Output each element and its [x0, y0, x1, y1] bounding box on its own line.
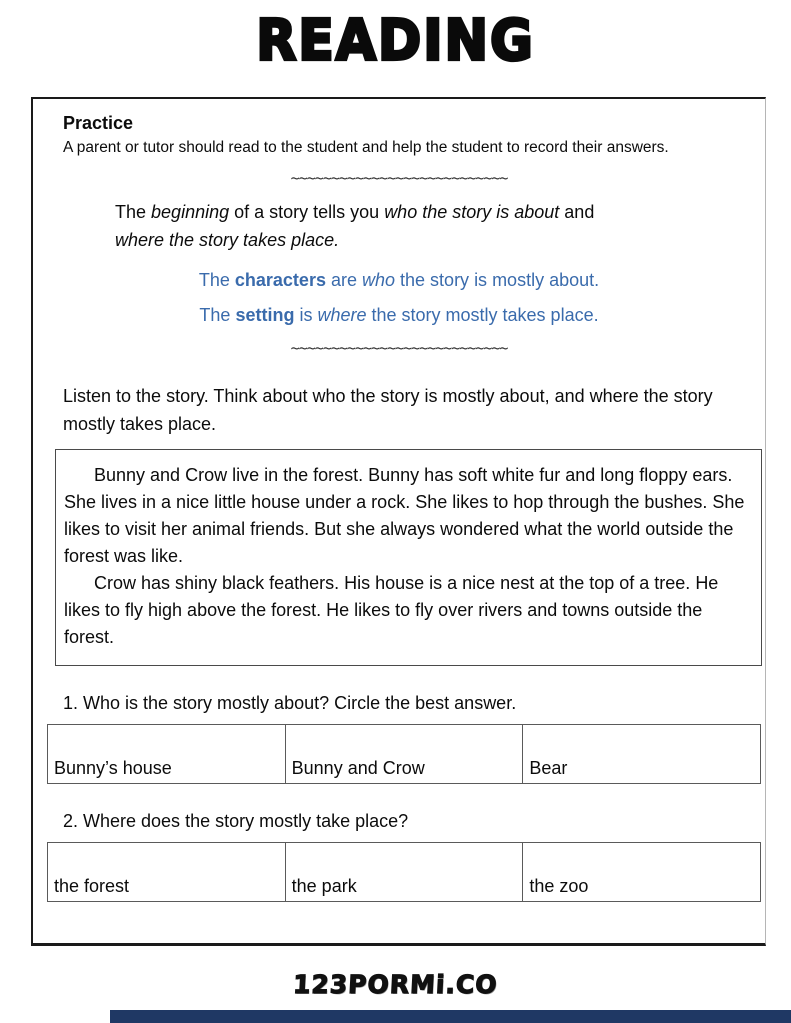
option-bunnys-house[interactable]: Bunny’s house [48, 725, 286, 784]
tilde-divider-bottom: ~~~~~~~~~~~~~~~~~~~~~~~~~~~ [290, 339, 508, 357]
option-the-zoo[interactable]: the zoo [523, 843, 761, 902]
option-the-forest[interactable]: the forest [48, 843, 286, 902]
question-1-prompt: 1. Who is the story mostly about? Circle the best answer. [63, 693, 517, 713]
footer-logo-text: 123PORMi.CO [264, 968, 526, 1003]
setting-line: The setting is where the story mostly takes place. [199, 305, 599, 325]
option-bear[interactable]: Bear [523, 725, 761, 784]
option-the-park[interactable]: the park [285, 843, 523, 902]
footer-bar [110, 1010, 791, 1023]
page-title: READING [256, 8, 535, 74]
question-2-options-table [47, 842, 761, 902]
story-paragraph-1: Bunny and Crow live in the forest. Bunny has soft white fur and long floppy ears. She lives in a nice little house under a rock. She likes to hop through the bushes. She likes to visit her animal friends. But she always wondered what the world outside the forest was like. [64, 465, 745, 566]
story-paragraph-2: Crow has shiny black feathers. His house is a nice nest at the top of a tree. He likes to fly high above the forest. He likes to fly over rivers and towns outside the forest. [64, 573, 719, 647]
option-bunny-and-crow[interactable]: Bunny and Crow [285, 725, 523, 784]
question-2-prompt: 2. Where does the story mostly take place? [63, 811, 409, 831]
footer-logo [0, 968, 791, 1003]
characters-line: The characters are who the story is mostly about. [198, 270, 600, 290]
question-1-options-table [47, 724, 761, 784]
table-row [48, 725, 761, 784]
practice-heading: Practice [63, 113, 134, 133]
tilde-divider-top: ~~~~~~~~~~~~~~~~~~~~~~~~~~~ [290, 169, 508, 187]
table-row [48, 843, 761, 902]
worksheet-panel [31, 97, 766, 946]
intro-paragraph: The beginning of a story tells you who the story is about and where the story takes place. [115, 202, 595, 250]
listen-prompt: Listen to the story. Think about who the story is mostly about, and where the story mostly takes place. [63, 386, 713, 434]
story-box [55, 449, 762, 666]
practice-instructions: A parent or tutor should read to the student and help the student to record their answers. [63, 139, 669, 156]
